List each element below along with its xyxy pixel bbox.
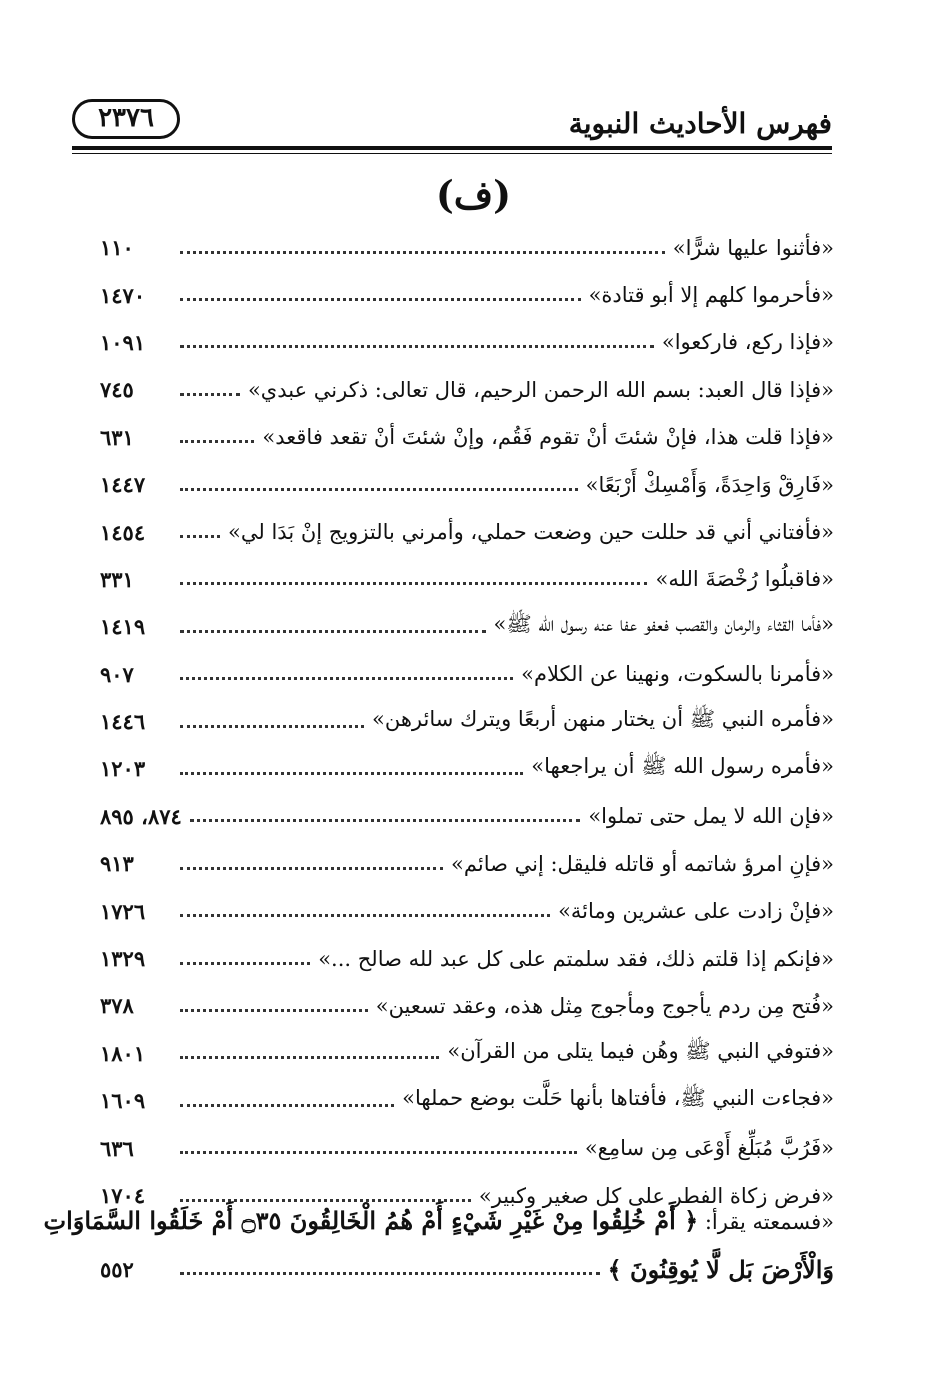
- index-entry: [100, 1124, 834, 1171]
- hadith-text: «فُتح مِن ردم يأجوج ومأجوج مِثل هذه، وعقد تسعين»: [375, 993, 834, 1018]
- hadith-page-ref: ١٧٢٦: [100, 898, 146, 924]
- hadith-page-ref: ١٤٥٤: [100, 519, 146, 545]
- leader-dots: [190, 798, 581, 822]
- index-entry: [100, 461, 834, 508]
- hadith-page-ref: ١٦٠٩: [100, 1088, 146, 1114]
- hadith-text: «فأفتاني أني قد حللت حين وضعت حملي، وأمرني بالتزويج إنْ بَدَا لي»: [228, 520, 834, 545]
- index-entry: [100, 508, 834, 555]
- hadith-text: «فأثنوا عليها شرًّا»: [672, 235, 834, 260]
- index-entry: [100, 982, 834, 1029]
- leader-dots: [180, 514, 220, 538]
- hadith-page-ref: ٥٥٢: [100, 1256, 134, 1282]
- hadith-text: «فإذا ركع، فاركعوا»: [661, 330, 834, 355]
- leader-dots: [180, 467, 578, 491]
- index-entry: [100, 887, 834, 934]
- hadith-text: «فأحرموا كلهم إلا أبو قتادة»: [588, 283, 834, 308]
- hadith-page-ref: ١٣٢٩: [100, 946, 146, 972]
- index-entry: [100, 698, 834, 745]
- hadith-text: «فَارِقْ وَاحِدَةً، وَأَمْسِكْ أَرْبَعًا»: [585, 472, 834, 497]
- hadith-text: «فأمرنا بالسكوت، ونهينا عن الكلام»: [521, 662, 834, 687]
- hadith-page-ref: ١٠٩١: [100, 329, 146, 355]
- leader-dots: [180, 372, 240, 396]
- leader-dots: [180, 846, 443, 870]
- hadith-text: «فأمره النبي ﷺ أن يختار منهن أربعًا ويترك سائرهن»: [372, 707, 834, 732]
- index-entry: [100, 745, 834, 792]
- header-rule-thick: [72, 146, 832, 150]
- leader-dots: [180, 419, 254, 443]
- section-heading: (ف): [435, 172, 512, 217]
- hadith-text: «فإنكم إذا قلتم ذلك، فقد سلمتم على كل عبد لله صالح ...»: [318, 946, 834, 971]
- leader-dots: [180, 1035, 439, 1059]
- index-entry: [100, 224, 834, 271]
- hadith-text: «فَرُبَّ مُبَلِّغ أَوْعَى مِن سامِع»: [584, 1136, 834, 1161]
- hadith-text: «فأما القثاء والرمان والقصب فعفو عفا عنه رسول الله ﷺ»: [493, 612, 834, 637]
- hadith-text: «فإذا قلت هذا، فإنْ شئتَ أنْ تقوم فَقُم، وإنْ شئتَ أنْ تقعد فاقعد»: [262, 425, 834, 450]
- hadith-page-ref: ٩١٣: [100, 851, 134, 877]
- index-entry: [100, 651, 834, 698]
- index-entry: [100, 556, 834, 603]
- index-entry-quran: [43, 1197, 834, 1293]
- index-entry: [100, 840, 834, 887]
- hadith-text: «فجاءت النبي ﷺ، فأفتاها بأنها حَلَّت بوضع حملها»: [402, 1086, 834, 1111]
- index-entry: [100, 603, 834, 650]
- leader-dots: [180, 893, 550, 917]
- hadith-page-ref: ٨٧٤، ٨٩٥: [100, 803, 182, 829]
- index-entry: [100, 319, 834, 366]
- hadith-page-ref: ٩٠٧: [100, 661, 134, 687]
- hadith-text: «فإنْ زادت على عشرين ومائة»: [558, 899, 834, 924]
- leader-dots: [180, 1083, 394, 1107]
- index-title: فهرس الأحاديث النبوية: [568, 107, 832, 140]
- leader-dots: [180, 324, 654, 348]
- hadith-text: «فإذا قال العبد: بسم الله الرحمن الرحيم، قال تعالى: ذكرني عبدي»: [247, 377, 834, 402]
- index-entry: [100, 935, 834, 982]
- hadith-page-ref: ١٨٠١: [100, 1040, 146, 1066]
- quran-entry-line1: [43, 1197, 834, 1245]
- hadith-page-ref: ١٤٧٠: [100, 282, 146, 308]
- hadith-text: «فأمره رسول الله ﷺ أن يراجعها»: [531, 754, 834, 779]
- hadith-page-ref: ١٤٤٦: [100, 709, 146, 735]
- leader-dots: [180, 277, 581, 301]
- hadith-text: «فتوفي النبي ﷺ وهُن فيما يتلى من القرآن»: [447, 1038, 834, 1063]
- hadith-text: «فإنِ امرؤ شاتمه أو قاتله فليقل: إني صائم»: [451, 851, 834, 876]
- quran-verse-part2: وَالْأَرْضَ بَل لَّا يُوقِنُونَ ﴾: [607, 1254, 834, 1284]
- hadith-page-ref: ٣٣١: [100, 566, 134, 592]
- index-entry: [100, 271, 834, 318]
- leader-dots: [180, 1251, 600, 1275]
- hadith-page-ref: ١٧٠٤: [100, 1183, 146, 1208]
- quran-verse-part1: ﴿ أَمْ خُلِقُوا مِنْ غَيْرِ شَيْءٍ أَمْ هُمُ الْخَالِقُونَ ۝٣٥ أَمْ خَلَقُوا السَّمَاوَاتِ: [43, 1206, 699, 1235]
- hadith-page-ref: ١١٠: [100, 235, 134, 261]
- hadith-text: «فرض زكاة الفطر على كل صغير وكبير»: [478, 1183, 834, 1208]
- hadith-index-list: [100, 224, 834, 1219]
- leader-dots: [180, 1130, 577, 1154]
- hadith-page-ref: ١٤١٩: [100, 614, 146, 640]
- leader-dots: [180, 561, 647, 585]
- leader-dots: [180, 988, 368, 1012]
- leader-dots: [180, 230, 665, 254]
- hadith-page-ref: ١٢٠٣: [100, 756, 146, 782]
- index-entry: [100, 1030, 834, 1077]
- page-header: [72, 93, 832, 153]
- leader-dots: [180, 609, 486, 633]
- index-entry: [100, 1077, 834, 1124]
- leader-dots: [180, 656, 513, 680]
- hadith-text-prefix: «فسمعته يقرأ:: [704, 1210, 834, 1234]
- hadith-page-ref: ٦٣١: [100, 424, 134, 450]
- leader-dots: [180, 751, 523, 775]
- hadith-page-ref: ٣٧٨: [100, 993, 134, 1019]
- hadith-text: «فاقبلُوا رُخْصَةَ الله»: [655, 567, 834, 592]
- quran-entry-line2: [100, 1245, 834, 1293]
- page-number-badge: ٢٣٧٦: [72, 99, 180, 139]
- hadith-text: «فإن الله لا يمل حتى تملوا»: [588, 804, 834, 829]
- hadith-page-ref: ٦٣٦: [100, 1135, 134, 1161]
- header-rule-thin: [72, 153, 832, 154]
- index-entry: [100, 366, 834, 413]
- hadith-page-ref: ١٤٤٧: [100, 472, 146, 498]
- leader-dots: [180, 941, 310, 965]
- index-entry: [100, 793, 834, 840]
- leader-dots: [180, 704, 364, 728]
- index-entry: [100, 414, 834, 461]
- hadith-page-ref: ٧٤٥: [100, 377, 134, 403]
